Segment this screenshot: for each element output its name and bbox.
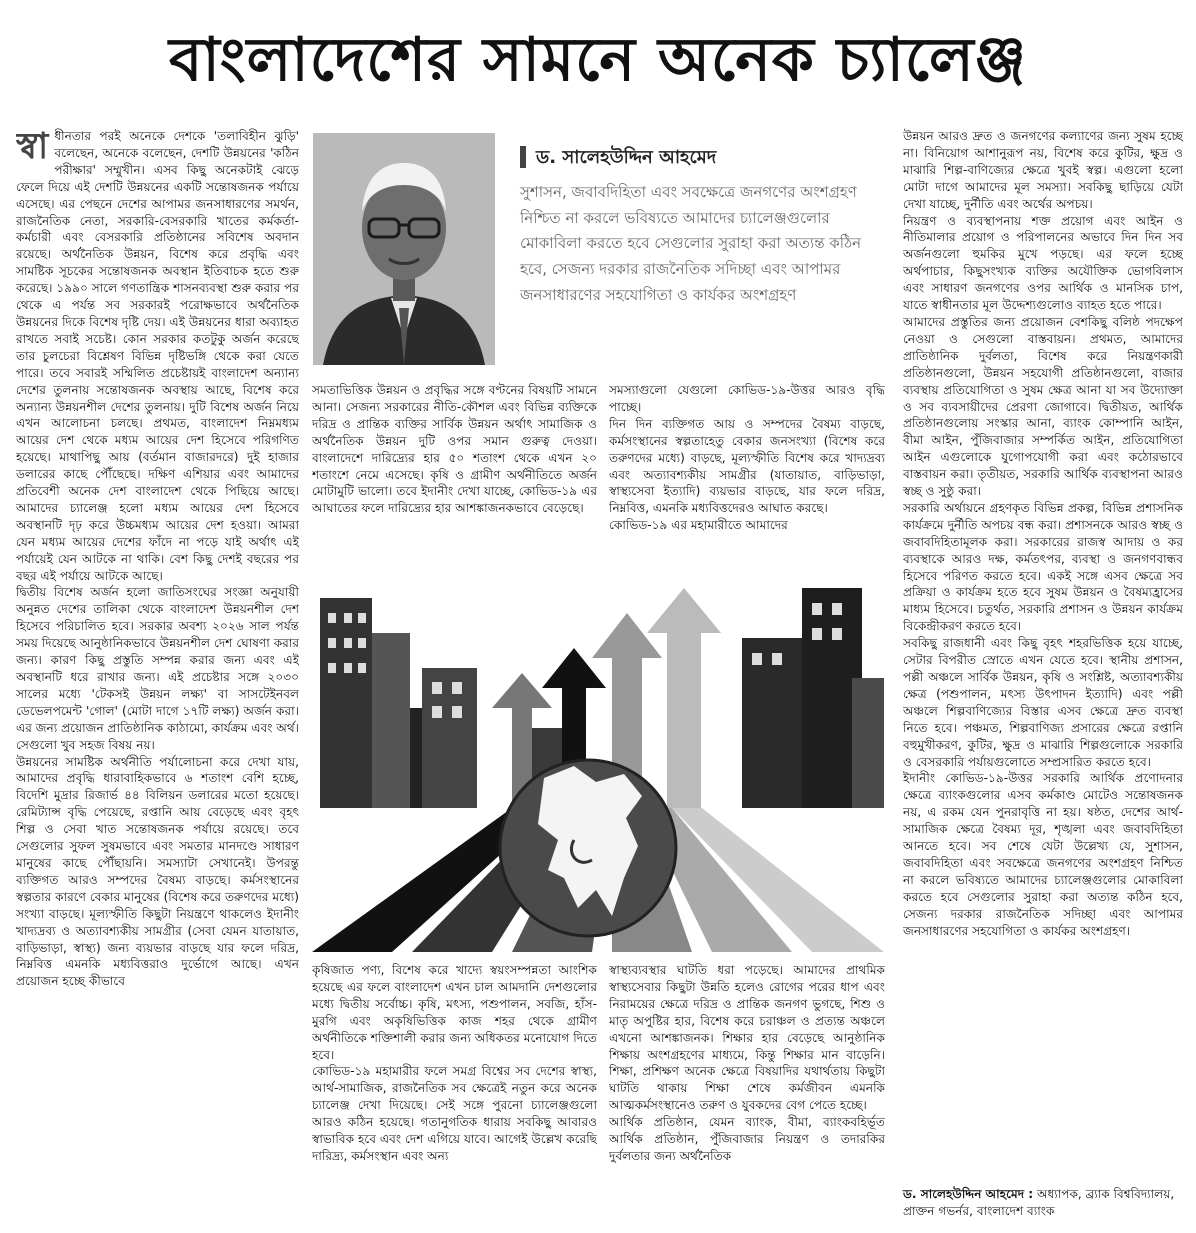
signature-name: ড. সালেহউদ্দিন আহমেদ : <box>903 1187 1034 1201</box>
paragraph: দ্বিতীয় বিশেষ অর্জন হলো জাতিসংঘের সংজ্ঞা অনুযায়ী অনুন্নত দেশের তালিকা থেকে বাংলাদেশ উন্নয়নশীল দেশ হিসেবে পরিচালিত হবে। সরকার অবশ্য ২০২৬ সাল পর্যন্ত সময় দিয়েছে আনুষ্ঠানিকভাবে উন্নয়নশীল দেশ ঘোষণা করার জন্য। কারণ কিছু প্রস্তুতি সম্পন্ন করার জন্য এবং এই অবস্থানটি ধরে রাখার জন্য। এই প্রচেষ্টার সঙ্গে ২০৩০ সালের মধ্যে 'টেকসই উন্নয়ন লক্ষ্য' বা সাসটেইনবল ডেভেলপমেন্ট 'গোল' (মোটা দাগে ১৭টি লক্ষ্য) অর্জন করা। এর জন্য প্রয়োজন প্রাতিষ্ঠানিক কাঠামো, কার্যক্রম এবং অর্থ। সেগুলো খুব সহজ বিষয় নয়। <box>16 585 299 752</box>
paragraph: সবকিছু রাজধানী এবং কিছু বৃহৎ শহরভিত্তিক হয়ে যাচ্ছে, সেটার বিপরীত স্রোতে এখন যেতে হবে। স্থানীয় প্রশাসন, পল্লী অঞ্চলে সার্বিক উন্নয়ন, কৃষি ও সংশ্লিষ্ট, অত্যাবশ্যকীয় ক্ষেত্র (পশুপালন, মৎস্য উৎপাদন ইত্যাদি) এবং পল্লী অঞ্চলে শিল্পবাণিজ্যের বিস্তার এসব ক্ষেত্রে দ্রুত ব্যবস্থা নিতে হবে। পঞ্চমত, শিল্পবাণিজ্য প্রসারের ক্ষেত্রে রপ্তানি বহুমুখীকরণ, কুটির, ক্ষুদ্র ও মাঝারি শিল্পগুলোকে সরকারি ও বেসরকারি পর্যায়গুলোতে সম্প্রসারিত করতে হবে। <box>903 636 1183 769</box>
paragraph: কোভিড-১৯ মহামারীর ফলে সমগ্র বিশ্বের সব দেশের স্বাস্থ্য, আর্থ-সামাজিক, রাজনৈতিক সব ক্ষেত্রেই নতুন করে অনেক চ্যালেঞ্জ দেখা দিয়েছে। সেই সঙ্গে পুরনো চ্যালেঞ্জগুলো আরও কঠিন হয়েছে। গতানুগতিক ধারায় সবকিছু আবারও স্বাভাবিক হবে এবং দেশ এগিয়ে যাবে। আগেই উল্লেখ করেছি দারিদ্র্য, কর্মসংস্থান এবং অন্য <box>312 1064 597 1163</box>
paragraph: কোভিড-১৯ এর মহামারীতে আমাদের <box>609 518 788 533</box>
article-column-2 <box>312 382 597 567</box>
signature-bio: অধ্যাপক, ব্র্যাক বিশ্ববিদ্যালয়, প্রাক্তন গভর্নর, বাংলাদেশ ব্যাংক <box>903 1187 1175 1218</box>
growth-illustration <box>312 578 884 952</box>
author-portrait-illustration <box>313 133 495 365</box>
article-column-3 <box>609 382 885 567</box>
city-arrows-bangladesh-map-illustration <box>312 578 884 952</box>
article-column-6 <box>903 128 1183 1180</box>
author-accent-bar <box>520 146 526 168</box>
paragraph: সমস্যাগুলো যেগুলো কোভিড-১৯-উত্তর আরও বৃদ্ধি পাচ্ছে। <box>609 383 885 414</box>
paragraph: কৃষিজাত পণ্য, বিশেষ করে খাদ্যে স্বয়ংসম্পন্নতা আংশিক হয়েছে এর ফলে বাংলাদেশ এখন চাল আমদানি দেশগুলোর মধ্যে দ্বিতীয় সর্বোচ্চ। কৃষি, মৎস্য, পশুপালন, সবজি, হাঁস-মুরগি এবং অকৃষিভিত্তিক কাজ শহর থেকে গ্রামীণ অর্থনীতিকে শক্তিশালী করার জন্য অধিকতর মনোযোগ দিতে হবে। <box>312 963 597 1062</box>
paragraph: নিয়ন্ত্রণ ও ব্যবস্থাপনায় শক্ত প্রয়োগ এবং আইন ও নীতিমালার প্রয়োগ ও পরিপালনের অভাবে দিন দিন সব অর্জনগুলো হুমকির মুখে পড়ছে। এর ফলে হচ্ছে অর্থপাচার, কিছুসংখ্যক ব্যক্তির অযৌক্তিক ভোগবিলাস এবং সাধারণ জনগণের ওপর আর্থিক ও মানসিক চাপ, যাতে স্বাধীনতার মূল উদ্দেশ্যগুলোও ব্যাহত হতে পারে। <box>903 213 1183 313</box>
paragraph: উন্নয়নের সামষ্টিক অর্থনীতি পর্যালোচনা করে দেখা যায়, আমাদের প্রবৃদ্ধি ধারাবাহিকভাবে ৬ শতাংশ বেশি হচ্ছে, বিদেশি মুদ্রার রিজার্ভ ৪৪ বিলিয়ন ডলারের মতো হয়েছে। রেমিট্যান্স বৃদ্ধি পেয়েছে, রপ্তানি আয় বেড়েছে এবং বৃহৎ শিল্প ও সেবা খাত সন্তোষজনক পর্যায়ে রয়েছে। তবে সেগুলোর সুফল সুষমভাবে এবং সমতার মানদণ্ডে সাধারণ মানুষের কাছে পৌঁছায়নি। সমস্যাটা সেখানেই। উপরন্তু ব্যক্তিগত আরও সম্পদের বৈষম্য বাড়ছে। কর্মসংস্থানের স্বল্পতার কারণে বেকার মানুষের (বিশেষ করে তরুণদের মধ্যে) সংখ্যা বাড়ছে। মূল্যস্ফীতি কিছুটা নিয়ন্ত্রণে থাকলেও ইদানীং খাদ্যদ্রব্য ও অত্যাবশ্যকীয় সামগ্রীর (সেবা যেমন যাতায়াত, বাড়িভাড়া, স্বাস্থ্য) জন্য ব্যয়ভার বাড়ছে যার ফলে দরিদ্র, নিম্নবিত্ত এমনকি মধ্যবিত্তরাও দুর্ভোগে আছে। এখন প্রয়োজন হচ্ছে কীভাবে <box>16 754 299 989</box>
article-headline: বাংলাদেশের সামনে অনেক চ্যালেঞ্জ <box>168 25 1028 95</box>
paragraph: ইদানীং কোভিড-১৯-উত্তর সরকারি আর্থিক প্রণোদনার ক্ষেত্রে ব্যাংকগুলোর এসব কর্মকাণ্ড মোটেও সন্তোষজনক নয়, এ রকম যেন পুনরাবৃত্তি না হয়। ষষ্ঠত, দেশের আর্থ-সামাজিক ক্ষেত্রে বৈষম্য দূর, শৃঙ্খলা এবং জবাবদিহিতা আনতে হবে। সব শেষে যেটা উল্লেখ্য যে, সুশাসন, জবাবদিহিতা এবং সবক্ষেত্রে জনগণের অংশগ্রহণ নিশ্চিত না করলে ভবিষ্যতে আমাদের চ্যালেঞ্জগুলোর মোকাবিলা করতে হবে সেগুলোর সুরাহা করা অত্যন্ত কঠিন হবে, সেজন্য দরকার রাজনৈতিক সদিচ্ছা এবং আপামর জনসাধারণের সহযোগিতা ও কার্যকর অংশগ্রহণ। <box>903 771 1183 938</box>
pull-quote: সুশাসন, জবাবদিহিতা এবং সবক্ষেত্রে জনগণের অংশগ্রহণ নিশ্চিত না করলে ভবিষ্যতে আমাদের চ্যালেঞ্জগুলোর মোকাবিলা করতে হবে সেগুলোর সুরাহা করা অত্যন্ত কঠিন হবে, সেজন্য দরকার রাজনৈতিক সদিচ্ছা এবং আপামর জনসাধারণের সহযোগিতা ও কার্যকর অংশগ্রহণ <box>520 183 862 304</box>
drop-cap: স্বা <box>16 128 49 167</box>
article-column-1 <box>16 128 299 1230</box>
paragraph: দিন দিন ব্যক্তিগত আয় ও সম্পদের বৈষম্য বাড়ছে, কর্মসংস্থানের স্বল্পতাহেতু বেকার জনসংখ্যা (বিশেষ করে তরুণদের মধ্যে) বাড়ছে, মূল্যস্ফীতি বিশেষ করে খাদ্যদ্রব্য এবং অত্যাবশ্যকীয় সামগ্রীর (যাতায়াত, বাড়িভাড়া, স্বাস্থ্যসেবা ইত্যাদি) ব্যয়ভার বাড়ছে, যার ফলে দরিদ্র, নিম্নবিত্ত, এমনকি মধ্যবিত্তদেরও আঘাত করছে। <box>609 416 885 516</box>
author-photo <box>313 133 495 365</box>
paragraph: আমাদের প্রস্তুতির জন্য প্রয়োজন বেশকিছু বলিষ্ঠ পদক্ষেপ নেওয়া ও সেগুলো বাস্তবায়ন। প্রথমত, আমাদের প্রাতিষ্ঠানিক দুর্বলতা, বিশেষ করে নিয়ন্ত্রণকারী প্রতিষ্ঠানগুলো, উন্নয়ন সহযোগী প্রতিষ্ঠানগুলো, বাজার ব্যবস্থায় প্রতিযোগিতা ও সুষম ক্ষেত্র আনা যা সব উদ্যোক্তা ও সব ব্যবসায়ীদের প্রেরণা জোগাবে। দ্বিতীয়ত, আর্থিক প্রতিষ্ঠানগুলোয় সংস্কার আনা, ব্যাংক কোম্পানি আইন, বীমা আইন, পুঁজিবাজার সম্পর্কিত আইন, প্রতিযোগিতা আইন এগুলোকে যুগোপযোগী করা এবং কঠোরভাবে বাস্তবায়ন করা। তৃতীয়ত, সরকারি আর্থিক ব্যবস্থাপনা আরও স্বচ্ছ ও সুষ্ঠু করা। <box>903 314 1183 499</box>
article-column-5 <box>609 962 885 1230</box>
paragraph: সরকারি অর্থায়নে গ্রহণকৃত বিভিন্ন প্রকল্প, বিভিন্ন প্রশাসনিক কার্যক্রমে দুর্নীতি অপচয় বন্ধ করা। প্রশাসনকে আরও স্বচ্ছ ও জবাবদিহিতামূলক করা। সরকারের রাজস্ব আদায় ও কর ব্যবস্থাকে আরও দক্ষ, কর্মতৎপর, ব্যবস্থা ও জনগণবান্ধব হিসেবে পরিণত করতে হবে। একই সঙ্গে এসব ক্ষেত্রে সব প্রক্রিয়া ও কার্যক্রম হতে হবে সুষম উন্নয়ন ও বৈষম্যহ্রাসের মাধ্যম হিসেবে। চতুর্থত, সরকারি প্রশাসন ও উন্নয়ন কার্যক্রম বিকেন্দ্রীকরণ করতে হবে। <box>903 500 1183 634</box>
paragraph: উন্নয়ন আরও দ্রুত ও জনগণের কল্যাণের জন্য সুষম হচ্ছে না। বিনিয়োগ আশানুরূপ নয়, বিশেষ করে কুটির, ক্ষুদ্র ও মাঝারি শিল্প-বাণিজ্যের ক্ষেত্রে খুবই স্বল্প। এগুলো হলো মোটা দাগে আমাদের মূল সমস্যা। সবকিছু ছাড়িয়ে যেটা দেখা যাচ্ছে, দুর্নীতি এবং অর্থের অপচয়। <box>903 129 1183 211</box>
article-column-4 <box>312 962 597 1230</box>
paragraph: আর্থিক প্রতিষ্ঠান, যেমন ব্যাংক, বীমা, ব্যাংকবহির্ভূত আর্থিক প্রতিষ্ঠান, পুঁজিবাজার নিয়ন্ত্রণ ও তদারকির দুর্বলতার জন্য অর্থনৈতিক <box>609 1115 885 1163</box>
author-name: ড. সালেহউদ্দিন আহমেদ <box>536 147 717 168</box>
author-signature <box>903 1186 1183 1220</box>
paragraph: ধীনতার পরই অনেকে দেশকে 'তলাবিহীন ঝুড়ি' বলেছেন, অনেকে বলেছেন, দেশটি উন্নয়নের 'কঠিন পরীক্ষার' সম্মুখীন। এসব কিছু অনেকটাই ঝেড়ে ফেলে দিয়ে এই দেশটি উন্নয়নের একটি সন্তোষজনক পর্যায়ে এসেছে। এর পেছনে দেশের আপামর জনসাধারণের সমর্থন, রাজনৈতিক নেতা, সরকারি-বেসরকারি খাতের কর্মকর্তা-কর্মচারী এবং বেসরকারি প্রতিষ্ঠানের সবিশেষ অবদান রয়েছে। অর্থনৈতিক উন্নয়ন, বিশেষ করে প্রবৃদ্ধি এবং সামষ্টিক সূচকের সন্তোষজনক অবস্থান ইতিবাচক হতে শুরু করেছে। ১৯৯০ সালে গণতান্ত্রিক শাসনব্যবস্থা শুরু করার পর থেকে এ পর্যন্ত সব সরকারই পরোক্ষভাবে অর্থনৈতিক উন্নয়নের দিকে বিশেষ দৃষ্টি দেয়। এই উন্নয়নের ধারা অব্যাহত রাখতে সবাই সচেষ্ট। কোন সরকার কতটুকু অর্জন করেছে তার চুলচেরা বিশ্লেষণ বিভিন্ন দৃষ্টিভঙ্গি থেকে করা যেতে পারে। তবে সবারই সম্মিলিত প্রচেষ্টায়ই বাংলাদেশ অন্যান্য দেশের তুলনায় সন্তোষজনক অবস্থায় আছে, বিশেষ করে অন্যান্য উন্নয়নশীল দেশের তুলনায়। দুটি বিশেষ অর্জন নিয়ে এখন আলোচনা চলছে। প্রথমত, বাংলাদেশ নিম্নমধ্যম আয়ের দেশ থেকে মধ্যম আয়ের দেশ হিসেবে পরিগণিত হয়েছে। মাথাপিছু আয় (বর্তমান বাজারদরে) দুই হাজার ডলারের কাছে পৌঁছেছে। দক্ষিণ এশিয়ার এবং আমাদের প্রতিবেশী অনেক দেশ বাংলাদেশ থেকে পিছিয়ে আছে। আমাদের চ্যালেঞ্জ হলো মধ্যম আয়ের দেশ হিসেবে অবস্থানটি দৃঢ় করে উচ্চমধ্যম আয়ের দেশ হওয়া। আমরা যেন মধ্যম আয়ের দেশের ফাঁদে না পড়ে যাই অর্থাৎ এই পর্যায়েই যেন আটকে না থাকি। বেশ কিছু দেশই বছরের পর বছর এই পর্যায়ে আটকে আছে। <box>16 129 299 583</box>
paragraph: স্বাস্থ্যব্যবস্থার ঘাটতি ধরা পড়েছে। আমাদের প্রাথমিক স্বাস্থ্যসেবার কিছুটা উন্নতি হলেও রোগের পরের ধাপ এবং নিরাময়ের ক্ষেত্রে দরিদ্র ও প্রান্তিক জনগণ ভুগছে, শিশু ও মাতৃ অপুষ্টির হার, বিশেষ করে চরাঞ্চল ও প্রত্যন্ত অঞ্চলে এখনো আশঙ্কাজনক। শিক্ষার হার বেড়েছে আনুষ্ঠানিক শিক্ষায় অংশগ্রহণের মাধ্যমে, কিন্তু শিক্ষার মান বাড়েনি। শিক্ষা, প্রশিক্ষণ অনেক ক্ষেত্রে বিষয়াদির যথার্থতায় কিছুটা ঘাটতি থাকায় শিক্ষা শেষে কর্মজীবন এমনকি আত্মকর্মসংস্থানেও তরুণ ও যুবকদের বেগ পেতে হচ্ছে। <box>609 963 885 1113</box>
paragraph: সমতাভিত্তিক উন্নয়ন ও প্রবৃদ্ধির সঙ্গে বণ্টনের বিষয়টি সামনে আনা। সেজন্য সরকারের নীতি-কৌশল এবং বিভিন্ন ব্যক্তিকে দরিদ্র ও প্রান্তিক ব্যক্তির সার্বিক উন্নয়ন অর্থাৎ সামাজিক ও অর্থনৈতিক উন্নয়ন দুটি ওপর সমান গুরুত্ব দেওয়া। বাংলাদেশে দারিদ্র্যের হার ৫০ শতাংশ থেকে এখন ২০ শতাংশে নেমে এসেছে। কৃষি ও গ্রামীণ অর্থনীতিতে অর্জন মোটামুটি ভালো। তবে ইদানীং দেখা যাচ্ছে, কোভিড-১৯ এর আঘাতের ফলে দারিদ্র্যের হার আশঙ্কাজনকভাবে বেড়েছে। <box>312 383 597 516</box>
